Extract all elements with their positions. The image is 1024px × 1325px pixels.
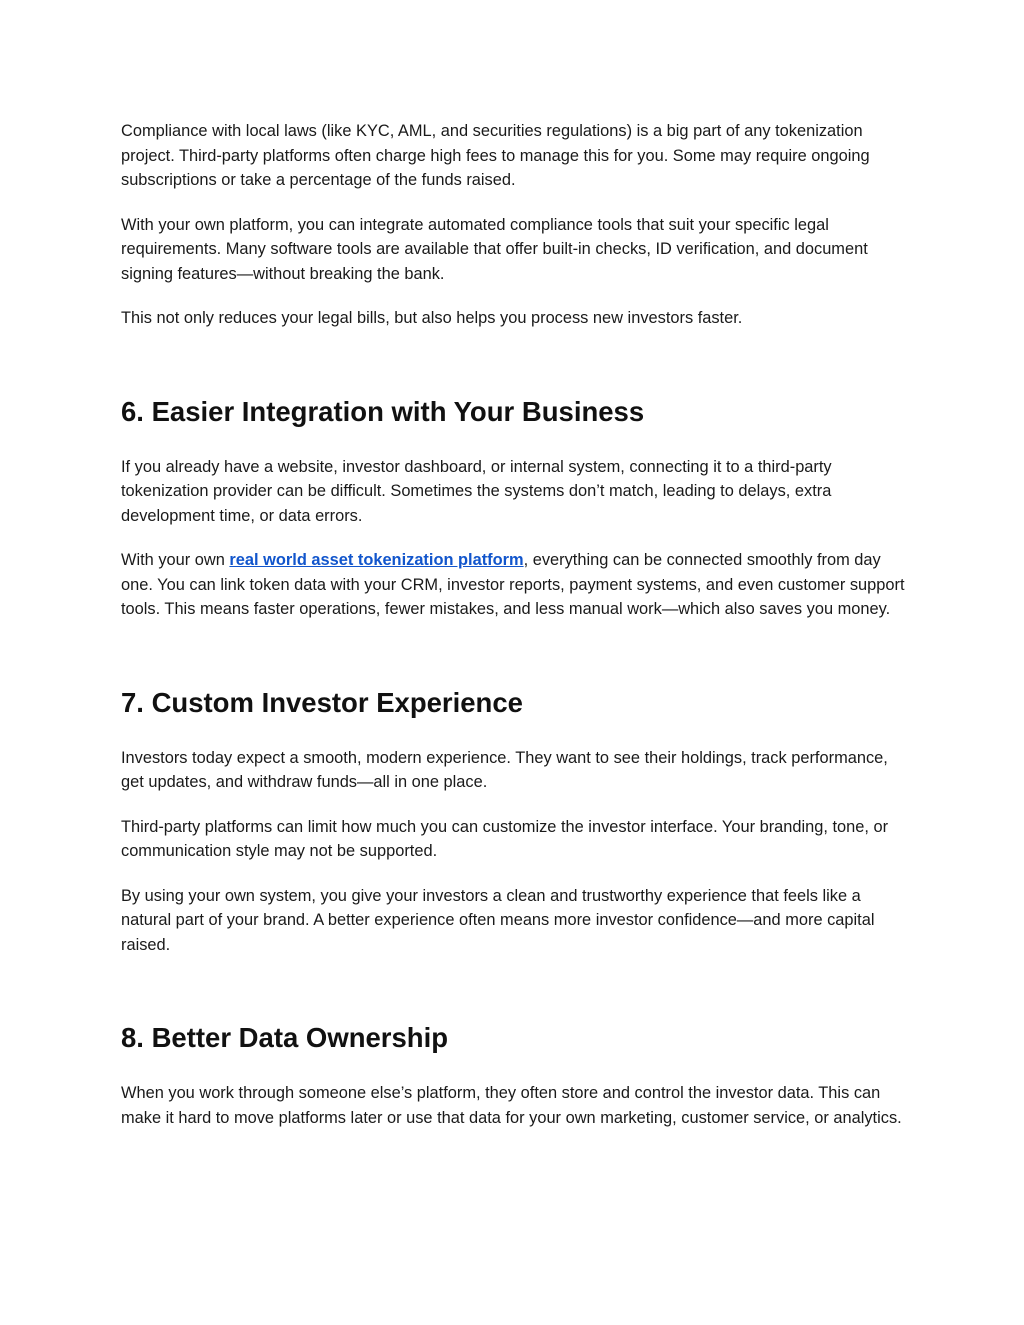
document-page (121, 119, 911, 1130)
section-7-heading: 7. Custom Investor Experience (121, 686, 523, 718)
section-8-heading: 8. Better Data Ownership (121, 1022, 449, 1053)
section-6-text-before-link: With your own (121, 551, 230, 569)
section-7-paragraph-3: By using your own system, you give your investors a clean and trustworthy experience that feels like a natural part of your brand. A better experience often means more investor confidence—and more capital raised. (121, 886, 875, 954)
section-6-heading: 6. Easier Integration with Your Business (121, 395, 645, 427)
section-6-text-after-link: , everything can be connected smoothly from day one. You can link token data with your CRM, investor reports, payment systems, and even customer support tools. This means faster operations, fewer mistakes, and less manual work—which also saves you money. (121, 551, 905, 618)
section-7-paragraph-2: Third-party platforms can limit how much you can customize the investor interface. Your branding, tone, or communication style may not be supported. (121, 817, 889, 860)
section-6-paragraph-2 (121, 548, 911, 622)
tokenization-platform-link[interactable]: real world asset tokenization platform (229, 551, 524, 569)
intro-paragraph-compliance: Compliance with local laws (like KYC, AML, and securities regulations) is a big part of any tokenization project. Third-party platforms often charge high fees to manage this for you. Some may require ongoing subscriptions or take a percentage of the funds raised. (121, 122, 870, 189)
intro-paragraph-own-platform: With your own platform, you can integrate automated compliance tools that suit your specific legal requirements. Many software tools are available that offer built-in checks, ID verification, and document signing features—without breaking the bank. (121, 215, 868, 283)
intro-paragraph-legal-bills: This not only reduces your legal bills, but also helps you process new investors faster. (121, 309, 743, 327)
section-7-paragraph-1: Investors today expect a smooth, modern experience. They want to see their holdings, track performance, get updates, and withdraw funds—all in one place. (121, 748, 888, 791)
section-8-paragraph-1: When you work through someone else’s platform, they often store and control the investor data. This can make it hard to move platforms later or use that data for your own marketing, customer service, or analytics. (121, 1084, 902, 1127)
section-6-paragraph-1: If you already have a website, investor dashboard, or internal system, connecting it to a third-party tokenization provider can be difficult. Sometimes the systems don’t match, leading to delays, extra development time, or data errors. (121, 457, 832, 525)
